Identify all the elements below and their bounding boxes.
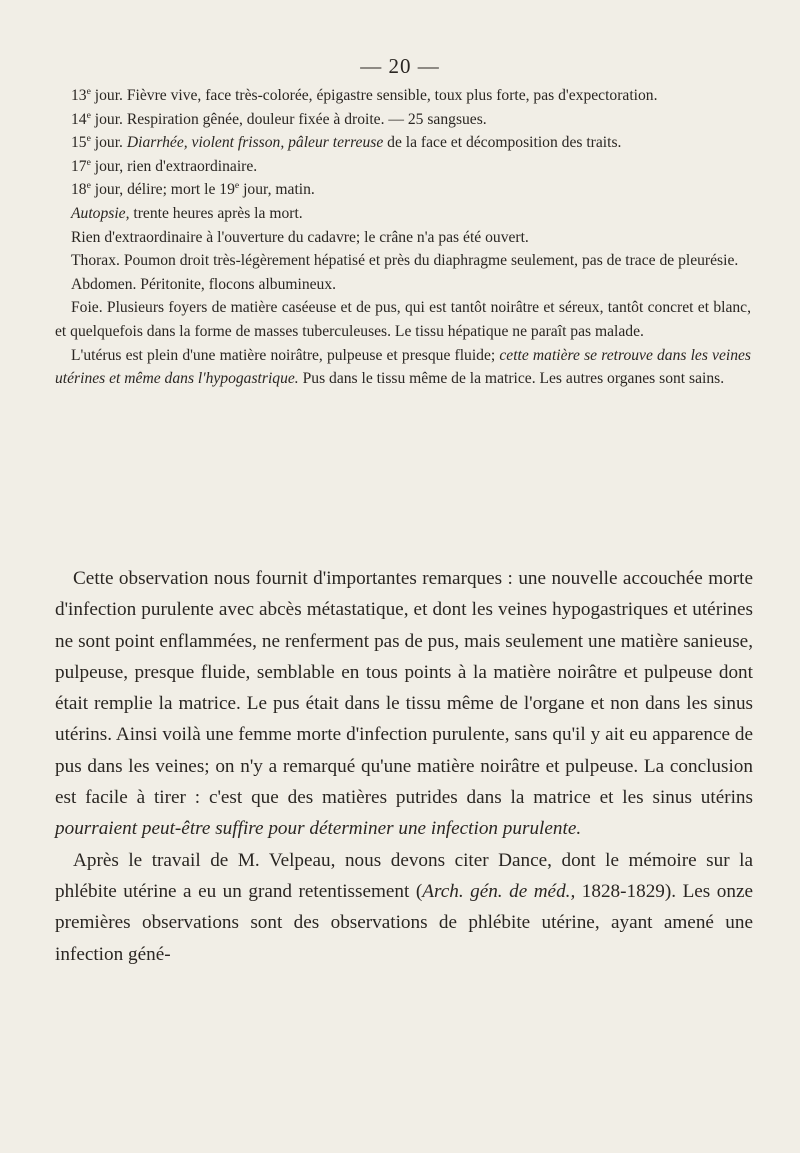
note-abdomen: Abdomen. Péritonite, flocons albumineux.	[71, 275, 337, 293]
paragraph-dance: Après le travail de M. Velpeau, nous devons citer Dance, dont le mémoire sur la phlébite utérine a eu un grand retentissement (Arch. gén. de méd., 1828-1829). Les onze premières observations sont des observations de phlébite utérine, ayant amené une infection géné-	[55, 849, 753, 965]
note-day-15: 15e jour. Diarrhée, violent frisson, pâleur terreuse de la face et décomposition des traits.	[71, 133, 622, 152]
note-thorax: Thorax. Poumon droit très-légèrement hépatisé et près du diaphragme seulement, pas de trace de pleurésie.	[71, 252, 739, 270]
note-day-13: 13e jour. Fièvre vive, face très-colorée, épigastre sensible, toux plus forte, pas d'expectoration.	[71, 85, 658, 104]
note-liver: Foie. Plusieurs foyers de matière caséeuse et de pus, qui est tantôt noirâtre et séreux, tantôt concret et blanc, et quelquefois dans la forme de masses tuberculeuses. Le tissu hépatique ne paraît pas malade.	[55, 299, 751, 340]
note-day-14: 14e jour. Respiration gênée, douleur fixée à droite. — 25 sangsues.	[71, 109, 487, 128]
note-uterus: L'utérus est plein d'une matière noirâtre, pulpeuse et presque fluide; cette matière se retrouve dans les veines utérines et même dans l'hypogastrique. Pus dans le tissu même de la matrice. Les autres organes sont sains.	[55, 346, 752, 388]
case-notes	[55, 84, 751, 391]
page-number: — 20 —	[360, 54, 440, 78]
paragraph-observation: Cette observation nous fournit d'importantes remarques : une nouvelle accouchée morte d'infection purulente avec abcès métastatique, et dont les veines hypogastriques et utérines ne sont point enflammées, ne renferment pas de pus, mais seulement une matière sanieuse, pulpeuse, presque fluide, semblable en tous points à la matière noirâtre et pulpeuse dont était remplie la matrice. Le pus était dans le tissu même de l'organe et non dans les sinus utérins. Ainsi voilà une femme morte d'infection purulente, sans qu'il y ait eu apparence de pus dans les veines; on n'y a remarqué qu'une matière noirâtre et pulpeuse. La conclusion est facile à tirer : c'est que des matières putrides dans la matrice et les sinus utérins pourraient peut-être suffire pour déterminer une infection purulente.	[55, 568, 753, 840]
note-cadaver: Rien d'extraordinaire à l'ouverture du cadavre; le crâne n'a pas été ouvert.	[71, 228, 529, 246]
note-day-17: 17e jour, rien d'extraordinaire.	[71, 156, 258, 175]
main-text	[55, 563, 753, 970]
note-autopsy: Autopsie, trente heures après la mort.	[71, 204, 303, 222]
note-day-18: 18e jour, délire; mort le 19e jour, matin.	[71, 180, 315, 199]
